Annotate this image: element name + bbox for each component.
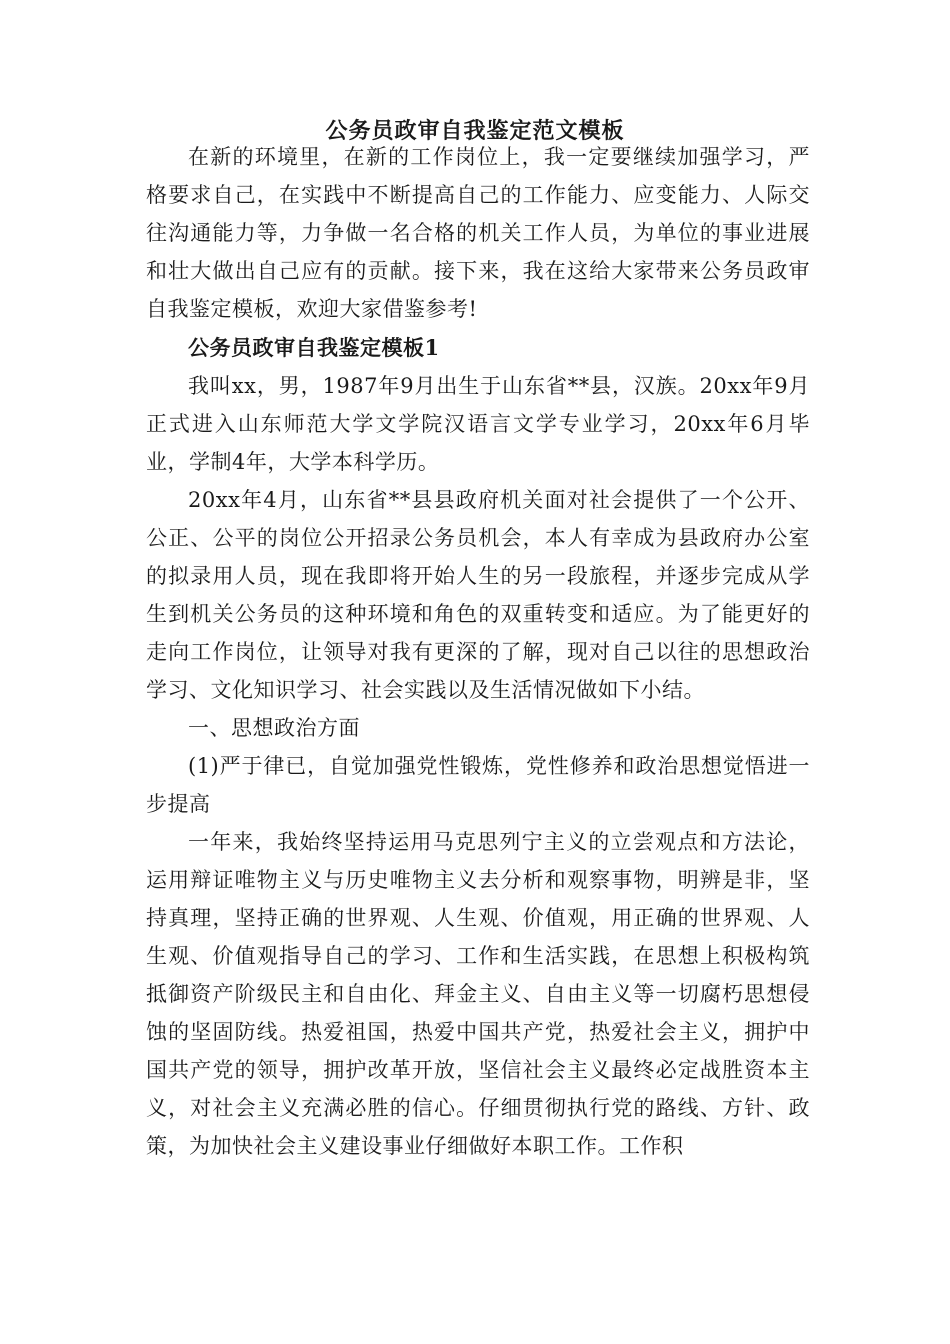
document-title: 公务员政审自我鉴定范文模板 xyxy=(325,118,625,144)
intro-paragraph: 在新的环境里，在新的工作岗位上，我一定要继续加强学习，严格要求自己，在实践中不断提高自己的工作能力、应变能力、人际交往沟通能力等，力争做一名合格的机关工作人员，为单位的事业进展和壮大做出自己应有的贡献。接下来，我在这给大家带来公务员政审自我鉴定模板，欢迎大家借鉴参考! xyxy=(146,145,810,321)
personal-info-paragraph: 我叫xx，男，1987年9月出生于山东省**县，汉族。20xx年9月正式进入山东师范大学文学院汉语言文学专业学习，20xx年6月毕业，学制4年，大学本科学历。 xyxy=(146,374,810,474)
item-paragraph: (1)严于律已，自觉加强党性锻炼，党性修养和政治思想觉悟进一步提高 xyxy=(146,754,810,816)
template-heading: 公务员政审自我鉴定模板1 xyxy=(188,335,440,360)
recruitment-paragraph: 20xx年4月，山东省**县县政府机关面对社会提供了一个公开、公正、公平的岗位公开招录公务员机会，本人有幸成为县政府办公室的拟录用人员，现在我即将开始人生的另一段旅程，并逐步完成从学生到机关公务员的这种环境和角色的双重转变和适应。为了能更好的走向工作岗位，让领导对我有更深的了解，现对自己以往的思想政治学习、文化知识学习、社会实践以及生活情况做如下小结。 xyxy=(146,488,810,702)
political-thought-paragraph: 一年来，我始终坚持运用马克思列宁主义的立尝观点和方法论，运用辩证唯物主义与历史唯物主义去分析和观察事物，明辨是非，坚持真理，坚持正确的世界观、人生观、价值观，用正确的世界观、人生观、价值观指导自己的学习、工作和生活实践，在思想上积极构筑抵御资产阶级民主和自由化、拜金主义、自由主义等一切腐朽思想侵蚀的坚固防线。热爱祖国，热爱中国共产党，热爱社会主义，拥护中国共产党的领导，拥护改革开放，坚信社会主义最终必定战胜资本主义，对社会主义充满必胜的信心。仔细贯彻执行党的路线、方针、政策，为加快社会主义建设事业仔细做好本职工作。工作积 xyxy=(146,830,810,1158)
section-heading: 一、思想政治方面 xyxy=(188,716,360,740)
